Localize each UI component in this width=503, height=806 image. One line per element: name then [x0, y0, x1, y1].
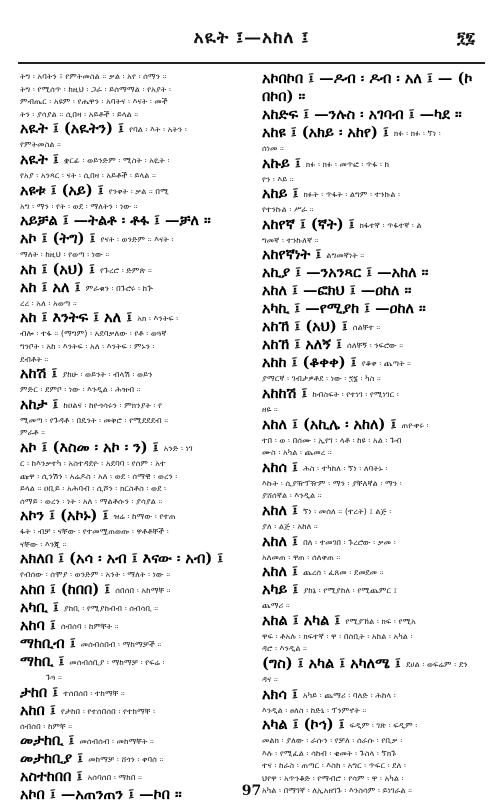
- entry-definition: አካይ ፡ ጨማሪ ፡ ባለድ ፡ ሕከላ ፡: [302, 689, 396, 700]
- dictionary-entry: [20, 732, 242, 750]
- entry-definition: ሰልቸተ ።: [352, 322, 381, 333]
- text-line: ያለ ፡ ልጅ ፡ አከለ ።: [262, 520, 318, 531]
- dictionary-entry: [20, 396, 242, 414]
- entry-headword: አከ ፤ አለ ፤: [20, 278, 81, 296]
- entry-definition: መከማቻ ፡ ሸጎን ፡ ቀባሰ ።: [88, 754, 164, 765]
- text-line: አካል ፡ በማገኛ ፡ ለኢአዘገጉ ፡ እንስሳም ፡ ይነገራል ።: [262, 785, 413, 796]
- entry-definition: መሰብሰቢያ ፡ ማከማቻ ፡ የፍሬ ፡: [69, 657, 165, 668]
- entry-headword: አከለ ፤ —ፎክህ ፤ —ዐከለ ።: [262, 282, 412, 300]
- text-line: ምድር ፡ ደምቦ ፡ ነው ፡ እንዲል ፡ ሕዝብ ።: [20, 384, 141, 395]
- text-line: ግንቦት ፡ አከ ፡ እንትፍ ፡ አለ ፡ እንትፍ ፡ ምኑን ፡: [20, 340, 155, 351]
- text-line: ትግ ፡ የሚሰጥ ፡ ከዚህ ፡ ጋራ ፡ ይሰማማል ፡ የአያት ፡: [20, 83, 171, 94]
- text-line: ብሎ ፡ ተፋ ። (ማግም) ፡ አደባቃለው ፡ የቶ ፡ ወጓኛ: [20, 328, 167, 339]
- entry-headword: ማከቢብ ፤: [20, 635, 76, 653]
- text-line: ምራቶ ።: [20, 427, 46, 438]
- dictionary-entry: [20, 702, 242, 720]
- entry-definition: መሰብሰበብ ፡ ማከማቻች ።: [80, 639, 162, 650]
- dictionary-entry: [262, 563, 484, 581]
- entry-definition: አንድ ፡ ነገ: [163, 442, 193, 453]
- text-line: ማለት ፡ ከዚህ ፡ የወጣ ፡ ነው ።: [20, 249, 110, 260]
- dictionary-entry: [20, 750, 242, 768]
- entry-headword: አኩይ ፤: [262, 154, 301, 172]
- text-line: የተንኩል ፡ ሥራ ።: [262, 204, 314, 215]
- entry-definition: ያከኔ ፡ የሚያከለ ፡ የሚጨምር ፤: [303, 585, 397, 596]
- entry-headword: አከዩ ፤ (አክይ ፡ አከየ) ፤: [262, 124, 389, 141]
- entry-definition: ክፉ ፡ ክፉ ፡ መጥፎ ፡ ጥፋ ፡ ከ: [305, 158, 390, 169]
- entry-definition: አሰባሰበ ፡ ማከበ ።: [87, 772, 142, 783]
- dictionary-entry: [20, 599, 242, 617]
- entry-definition: ልግመኛነት ።: [326, 250, 365, 261]
- text-line: ያማርኛ ፡ ገብታዎቶደ ፡ ነው ፡ ፺፮ ፡ ካስ ።: [262, 373, 381, 384]
- page-number-top: ፺፯: [456, 28, 475, 47]
- dictionary-entry: [262, 300, 484, 318]
- entry-headword: መታከቢ ፤: [20, 732, 75, 750]
- entry-definition: ዝሬ ፡ ከማው ፡ የተጠ: [113, 511, 176, 522]
- text-line: ዘዬ ።: [262, 403, 278, 414]
- entry-definition: ክፋተኛ ፡ ጥፋተኛ ፡ ል: [359, 219, 422, 230]
- text-line: ጩዋ ፡ ሲንሽን ፡ አሬዶስ ፡ አለ ፡ ወደ ፡ ሰማዊ ፡ ወረን ፡: [20, 470, 178, 481]
- entry-definition: የቆቀ ፡ ጨጣት ።: [361, 358, 412, 369]
- entry-headword: አኪያ ፤ —ንአንጻር ፤ —አከለ ።: [262, 264, 429, 282]
- entry-definition: የሚያኸል ፡ ክፍ ፡ የሚአ: [345, 615, 416, 626]
- text-line: ግመኛ ፡ ተንኩለኛ ።: [262, 234, 319, 245]
- entry-definition: ፍዲም ፡ ገጽ ፡ ፍዲም ፡: [349, 720, 418, 731]
- entry-definition: ቋርፊ ፡ ወይንድም ፡ ሚስት ፡ አዪት ፡: [63, 154, 170, 165]
- text-line: ናቸው ፡ እንጂ ።: [20, 538, 67, 549]
- dictionary-entry: [262, 216, 484, 234]
- dictionary-entry: [262, 88, 484, 106]
- entry-headword: አከሽ ፤: [20, 365, 58, 383]
- entry-headword: አይቻል ፤ —ትልቶ ፡ ቶፋ ፤ —ቻለ ።: [20, 212, 211, 230]
- dictionary-entry: [262, 686, 484, 704]
- entry-definition: የታከበ ፡ የተሰበሰበ ፡ የተከማቸ ፡: [60, 705, 156, 716]
- entry-headword: አከ ፤ እንትፍ ፤ አለ ፤: [20, 309, 133, 327]
- dictionary-entry: [262, 533, 484, 551]
- entry-definition: ከዐልና ፡ ከዮጎሳሩን ፡ ምክንያት ፡ የ: [63, 399, 163, 410]
- entry-headword: አከባ ፤: [20, 617, 56, 635]
- entry-definition: የጉረሮ ፡ ድምጽ ።: [99, 264, 152, 275]
- dictionary-entry: [262, 318, 484, 336]
- dictionary-entry: [262, 264, 484, 282]
- entry-headword: አዪት ፤ (አዪትን) ፤: [20, 120, 125, 138]
- dictionary-entry: [20, 439, 242, 457]
- entry-definition: ከብስፍት ፡ የተነገ ፡ የሚነገር ፡: [312, 388, 399, 399]
- dictionary-entry: [262, 716, 484, 734]
- entry-headword: ታከበ ፤: [20, 683, 59, 701]
- entry-headword: በኮበ) ።: [262, 88, 306, 105]
- right-column: [262, 70, 484, 796]
- text-line: ር ፡ ከእንቃተካ ፡ አስተዳደዮ ፡ አደባባ ፡ የሰም ፡ አተ: [20, 457, 166, 468]
- entry-definition: ክፉት ፡ ጥፋት ፡ ልግም ፡ ተንኩል ፡: [303, 189, 401, 200]
- entry-headword: አከል ፤ አካል ፤: [262, 611, 341, 629]
- dictionary-entry: [20, 507, 242, 525]
- entry-headword: (ግስ) ፤ አካል ፤ አካለሜ ፤: [262, 654, 401, 672]
- entry-definition: የናት ፡ ወንድም ። እናት ፡: [100, 234, 174, 245]
- entry-headword: አከለ ፤: [262, 532, 298, 550]
- entry-headword: አኮን ፤ (አኮኑ) ፤: [20, 507, 109, 525]
- dictionary-entry: [262, 124, 484, 142]
- dictionary-entry: [20, 279, 242, 297]
- entry-headword: አካይ ፤: [262, 581, 299, 599]
- entry-headword: ማከቢ ፤: [20, 653, 65, 671]
- entry-headword: አዪት ፤: [20, 150, 59, 168]
- entry-headword: አክሳ ፤: [262, 685, 298, 703]
- text-line: ሰብሰበ ፡ ከምቸ ።: [20, 720, 73, 731]
- entry-definition: በለ ፡ ተመገበ ፡ ጉረሮው ፡ ቃመ ፡: [303, 536, 396, 547]
- text-line: የምትመስል ።: [20, 139, 61, 150]
- text-line: ፋት ፡ ብቻ ፡ ናቸው ፡ የተመሟጠወጡ ፡ ዋቶቶቸች ፡: [20, 526, 169, 537]
- text-line: ሚመጣ ፡ የጉዳቶ ፡ በዴንት ፡ መቅሮ ፡ የሚደደደብ ።: [20, 414, 169, 425]
- text-line: ዳሮ ፡ እንዲል ።: [262, 643, 307, 654]
- entry-definition: ክፉ ፡ ክፉ ፡ ኘነ ፡: [393, 128, 441, 138]
- entry-definition: ሰበሰበ ፡ አከማቸ ።: [115, 585, 171, 596]
- entry-headword: አኮ ፤ (እስመ ፡ አኮ ፡ ን) ፤: [20, 438, 159, 456]
- entry-headword: አከለ ፤ (አኪሌ ፡ አከለ) ፤: [262, 415, 397, 433]
- text-line: አግ ፡ ማን ፡ የት ፡ ወደ ፡ ማለትን ፡ ነው ።: [20, 200, 138, 211]
- entry-headword: አከድፍ ፤ —ንሉስ ፡ አገባብ ፤ —ካደ ።: [262, 106, 462, 123]
- dictionary-entry: [20, 653, 242, 671]
- entry-headword: አኮ ፤ (ትግ) ፤: [20, 230, 96, 248]
- dictionary-entry: [20, 151, 242, 169]
- entry-definition: ኘነ ፡ መሰለ ። (ተረት) ፤ ልጅ ፡: [303, 505, 392, 516]
- dictionary-entry: [262, 185, 484, 203]
- text-line: የን ፡ እይ ።: [262, 173, 294, 184]
- header-rule: [18, 62, 485, 64]
- dictionary-entry: [20, 635, 242, 653]
- entry-headword: አከ ፤ (አህ) ፤: [20, 260, 95, 278]
- dictionary-entry: [262, 416, 484, 434]
- entry-headword: አከለ ፤: [262, 501, 298, 519]
- entry-definition: ጨረሰ ፡ ፈጸመ ፡ ደመደመ ።: [303, 567, 384, 578]
- entry-headword: አከከ ፤ (ቆቀቀ) ፤: [262, 354, 357, 372]
- text-line: ደብቶት ።: [20, 353, 49, 364]
- text-line: መልክ ፡ ያለው ፡ ራሱን ፡ የቻለ ፡ ሰራሱ ፡ የቢቃ ፡: [262, 735, 403, 746]
- dictionary-entry: [20, 182, 242, 200]
- text-line: ጨማሪ ።: [262, 600, 290, 611]
- entry-headword: አከበ ፤: [20, 701, 56, 719]
- dictionary-entry: [262, 282, 484, 300]
- entry-headword: አክለበ ፤ (አሳ ፡ አብ ፤ እናው ፡ አብ) ፤: [20, 550, 224, 568]
- entry-headword: አከታ ፤: [20, 395, 59, 413]
- dictionary-entry: [262, 155, 484, 173]
- text-line: ሰማይ ፡ ወረን ፡ ነት ፡ አለ ፡ ማልቶሱን ፡ ያሳያል ።: [20, 495, 163, 506]
- entry-headword: አዩቱ ፤ (አይ) ፤: [20, 181, 104, 199]
- running-title: አዪት ፤—አከለ ፤: [193, 28, 310, 48]
- dictionary-entry: [262, 655, 484, 673]
- dictionary-entry: [20, 550, 242, 568]
- entry-definition: ምራቁን ፡ በጉሮሩ ፡ ከጕ: [85, 282, 154, 293]
- dictionary-entry: [20, 581, 242, 599]
- page-number-bottom: 97: [241, 783, 262, 799]
- dictionary-entry: [262, 502, 484, 520]
- dictionary-entry: [20, 230, 242, 248]
- entry-definition: የንቀት ፡ ቃል ። በሚ: [108, 185, 169, 196]
- dictionary-entry: [20, 684, 242, 702]
- entry-definition: ተሰበሰበ ፡ ተከማቸ ።: [63, 687, 125, 698]
- entry-definition: ደሀል ፡ ወፍሬም ፡ ደን: [405, 658, 468, 669]
- entry-definition: ጠዮቀሩ ፡: [401, 419, 429, 430]
- text-line: የአያ ፡ አንጻር ፡ ናት ፡ ሲበዛ ፡ አይቶች ፡ ይላል ።: [20, 169, 156, 180]
- entry-headword: አካል ፤ (ኮኅ) ፤: [262, 716, 345, 734]
- entry-headword: አከከሽ ፤: [262, 384, 308, 402]
- text-line: ዳና ።: [262, 673, 278, 684]
- dictionary-entry: [262, 612, 484, 630]
- text-line: እኩት ፡ ሲያዥፕዥም ፡ ማን ፡ ያቸለኛል ፡ ማን ፡: [262, 477, 402, 488]
- dictionary-entry: [262, 385, 484, 403]
- entry-definition: የባል ፡ እት ፡ አትን ፡: [129, 124, 187, 135]
- dictionary-entry: [20, 309, 242, 327]
- dictionary-entry: [20, 617, 242, 635]
- text-line: ምብጤር ፡ አዩም ፡ የሔዋን ፡ አባትና ፡ እናት ፡ መች: [20, 96, 168, 107]
- text-line: ረረ ፡ አለ ፡ አወጣ ።: [20, 297, 77, 308]
- entry-definition: ያከሁ ፡ ወይንት ፡ ብላሽ ፡ ወይን: [62, 369, 153, 380]
- text-line: እንዲል ፡ ፀለስ ፡ ከድኒ ፡ ፕንምኖት ።: [262, 704, 367, 715]
- dictionary-entry: [20, 261, 242, 279]
- dictionary-entry: [262, 246, 484, 264]
- entry-headword: አከየኛ ፤ (ኛት) ፤: [262, 215, 355, 233]
- entry-headword: አኮበ ፤ —አጠንጠን ፤ —ኮበ ።: [20, 786, 182, 804]
- entry-definition: ሰለቸኝ ፡ ንፍሮው ።: [347, 340, 404, 351]
- text-line: የብሰው ፡ ሰሞያ ፡ ወንድም ፡ አንት ፡ ማለት ፡ ነው ።: [20, 569, 171, 580]
- text-line: ዋፍ ፡ ቶአሉ ፡ ክፍተኛ ፡ ዋ ፡ በሰቢት ፡ አከል ፡ አካል ፡: [262, 630, 413, 641]
- text-line: እሉ ፡ የሚፈል ፡ ሳከብ ፡ ቂመት ፡ ጉስላ ፡ ኘክጉ: [262, 747, 397, 758]
- text-line: ትን ፡ ያሳያል ። ሲበዛ ፡ አይቶች ፡ ይላል ።: [20, 108, 139, 119]
- text-line: ይላል ። ዐቢይ ፡ አሕባብ ፡ ሲሾን ፡ ክርስቶስ ፡ ወደ ፡: [20, 483, 167, 494]
- entry-headword: አከለ ፤: [262, 563, 298, 581]
- text-line: ትግ ፡ አባትን ፣ የምትመስል ። ቃል ፡ አየ ፡ ሰማን ።: [20, 71, 167, 81]
- text-line: ተበ ፡ ወ ፡ በሰሙ ፡ ኢየገ ፡ ላቶ ፡ ከዩ ፡ አል ፡ ጉብ: [262, 434, 402, 445]
- dictionary-entry: [262, 354, 484, 372]
- dictionary-entry: [20, 212, 242, 230]
- dictionary-entry: [20, 120, 242, 138]
- dictionary-entry: [262, 459, 484, 477]
- dictionary-entry: [20, 365, 242, 383]
- running-header: [18, 28, 485, 50]
- text-line: ተና ፡ ከራስ ፡ ጠጣር ፡ እስከ ፡ አግር ፡ ጥፍር ፡ ደለ ፡: [262, 760, 406, 771]
- entry-definition: ሕስ ፡ ተካከለ ፡ ኘነ ፡ ለባትኑ ፡: [303, 462, 388, 473]
- entry-headword: መታከቢያ ፤: [20, 750, 84, 768]
- entry-definition: መሰብሰብ ፡ መከማቸት ።: [79, 736, 154, 747]
- entry-headword: አከሰ ፤: [262, 458, 299, 476]
- text-line: ሰነመ ።: [262, 143, 284, 153]
- entry-headword: አኮበኮበ ፤ —ዶብ ፡ ዶብ ፡ አለ ፤ — (ኮ: [262, 70, 473, 87]
- entry-headword: አካኪ ፤ —የሚያከ ፤ —ዐከለ ።: [262, 300, 426, 318]
- entry-headword: አካቢ ፤: [20, 599, 59, 617]
- left-column: [20, 70, 242, 804]
- entry-headword: አከኸ ፤ አለኝ ፤: [262, 336, 342, 354]
- text-line: ሙስ ፡ አካል ፡ ጨመረ ።: [262, 447, 332, 458]
- entry-headword: አከይ ፤: [262, 185, 299, 203]
- entry-definition: ያከቢ ፡ የሚያከብብ ፡ ሰብሳቢ ።: [63, 603, 159, 614]
- text-line: ጉጓ ።: [46, 672, 62, 683]
- entry-headword: አከበ ፤ (ከበበ) ፤: [20, 581, 111, 599]
- dictionary-entry: [262, 106, 484, 124]
- entry-definition: አክ ፡ እንትፍ ፡: [137, 313, 179, 324]
- dictionary-entry: [262, 70, 484, 88]
- dictionary-entry: [262, 336, 484, 354]
- entry-headword: አከኸ ፤ (አህ) ፤: [262, 318, 348, 336]
- entry-definition: ሰብሰባ ፡ ከምቸት ።: [60, 621, 119, 632]
- text-line: ያሸሰኛል ፡ እንዲል ።: [262, 490, 322, 501]
- text-line: አለመጠ ፡ ዋጠ ፡ ሰለቀጠ ።: [262, 551, 341, 562]
- entry-headword: አስተከበበ ፤: [20, 768, 83, 786]
- text-line: ህየዋ ፡ አጥንቆድ ፡ የማብሮ ፡ የሳም ፡ ዋ ፡ አካል ፡: [262, 772, 404, 783]
- entry-headword: አከየኛነት ፤: [262, 246, 322, 264]
- dictionary-entry: [262, 581, 484, 599]
